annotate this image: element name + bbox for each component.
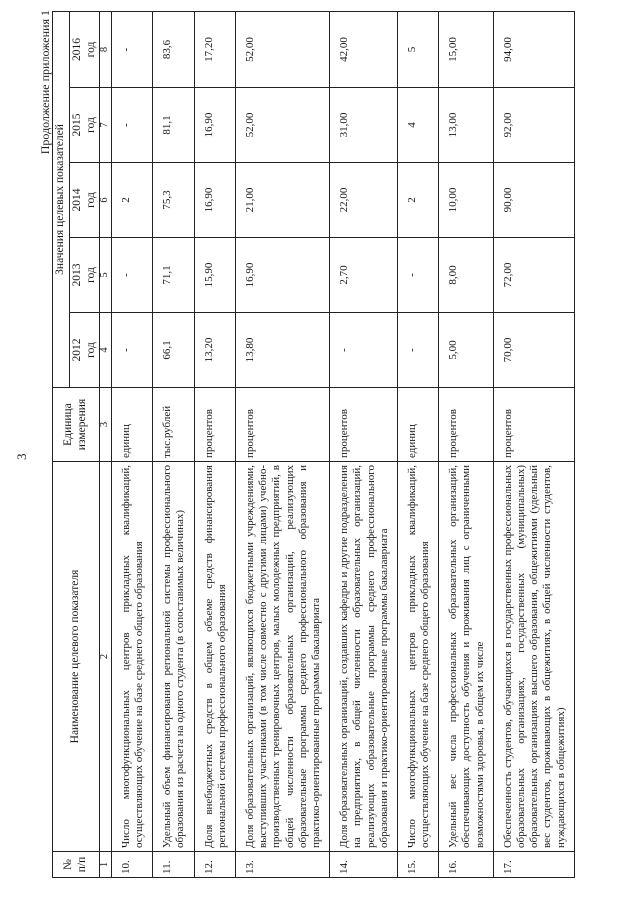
value-cell: 17,20 xyxy=(194,11,235,87)
indicator-name: Удельный вес числа профессиональных образовательных организаций, обеспечивающих доступность обучения и проживания лиц с ограниченными возможностями здоровья, в общем их числе xyxy=(439,462,494,852)
indicator-name: Доля внебюджетных средств в общем объеме средств финансирования региональной системы профессионального образования xyxy=(194,462,235,852)
value-cell: 52,00 xyxy=(236,88,330,163)
value-cell: 16,90 xyxy=(194,163,235,238)
indicator-name: Доля образовательных организаций, создавших кафедры и другие подразделения на предприятиях, в общей численности образовательных организаций, реализующих образовательные программы среднего профессионального образования и практико-ориентированные программы бакалавриата xyxy=(330,462,398,852)
value-cell: 71,1 xyxy=(153,238,194,313)
col-header-year: 2015 год xyxy=(69,88,100,163)
unit-cell: тыс.рублей xyxy=(153,388,194,462)
value-cell: 13,20 xyxy=(194,313,235,388)
value-cell: 92,00 xyxy=(493,88,574,163)
column-index-cell: 8 xyxy=(100,11,112,87)
value-cell: 75,3 xyxy=(153,163,194,238)
table-row xyxy=(493,11,574,877)
col-header-values-group: Значения целевых показателей xyxy=(53,11,70,387)
col-header-year: 2012 год xyxy=(69,313,100,388)
table-row xyxy=(236,11,330,877)
value-cell: 52,00 xyxy=(236,11,330,87)
value-cell: 21,00 xyxy=(236,163,330,238)
index-row xyxy=(100,11,112,877)
unit-cell: единиц xyxy=(397,388,438,462)
value-cell: 8,00 xyxy=(439,238,494,313)
unit-cell: процентов xyxy=(493,388,574,462)
unit-cell: процентов xyxy=(236,388,330,462)
value-cell: 5,00 xyxy=(439,313,494,388)
column-index-cell: 6 xyxy=(100,163,112,238)
value-cell: 31,00 xyxy=(330,88,398,163)
col-header-year: 2013 год xyxy=(69,238,100,313)
row-number: 17. xyxy=(493,852,574,878)
table-row xyxy=(194,11,235,877)
value-cell: - xyxy=(111,313,152,388)
unit-cell: процентов xyxy=(194,388,235,462)
indicator-name: Доля образовательных организаций, являющихся бюджетными учреждениями, выступивших участниками (в том числе совместно с другими лицами) учебно-производственных тренировочных центров, малых молодежных предприятий, в общей численности образовательных организаций, реализующих образовательные программы среднего профессионального образования и практико-ориентированные программы бакалавриата xyxy=(236,462,330,852)
value-cell: - xyxy=(111,88,152,163)
value-cell: - xyxy=(397,238,438,313)
value-cell: 16,90 xyxy=(236,238,330,313)
value-cell: 2 xyxy=(397,163,438,238)
table-body xyxy=(111,11,574,877)
value-cell: - xyxy=(111,11,152,87)
table-row xyxy=(153,11,194,877)
value-cell: 83,6 xyxy=(153,11,194,87)
value-cell: 90,00 xyxy=(493,163,574,238)
table-row xyxy=(439,11,494,877)
row-number: 16. xyxy=(439,852,494,878)
value-cell: 5 xyxy=(397,11,438,87)
column-index-cell: 2 xyxy=(100,462,112,852)
value-cell: 10,00 xyxy=(439,163,494,238)
indicator-name: Обеспеченность студентов, обучающихся в государственных профессиональных образовательных организациях, государственных (муниципальных) образовательных организациях высшего образования, общежитиями (удельный вес студентов, проживающих в общежитиях, в общей численности студентов, нуждающихся в общежитиях) xyxy=(493,462,574,852)
col-header-year: 2014 год xyxy=(69,163,100,238)
column-index-cell: 5 xyxy=(100,238,112,313)
value-cell: 72,00 xyxy=(493,238,574,313)
indicators-table xyxy=(52,11,575,878)
row-number: 13. xyxy=(236,852,330,878)
value-cell: 16,90 xyxy=(194,88,235,163)
value-cell: 2,70 xyxy=(330,238,398,313)
row-number: 10. xyxy=(111,852,152,878)
table-row xyxy=(111,11,152,877)
unit-cell: единиц xyxy=(111,388,152,462)
col-header-name: Наименование целевого показателя xyxy=(53,462,100,852)
col-header-num: № п/п xyxy=(53,852,100,878)
value-cell: 4 xyxy=(397,88,438,163)
row-number: 15. xyxy=(397,852,438,878)
value-cell: 42,00 xyxy=(330,11,398,87)
value-cell: 15,00 xyxy=(439,11,494,87)
value-cell: 13,80 xyxy=(236,313,330,388)
value-cell: 22,00 xyxy=(330,163,398,238)
value-cell: - xyxy=(111,238,152,313)
indicator-name: Число многофункциональных центров прикладных квалификаций, осуществляющих обучение на базе среднего общего образования xyxy=(111,462,152,852)
continuation-label: Продолжение приложения 1 xyxy=(38,10,52,155)
indicator-name: Число многофункциональных центров прикладных квалификаций, осуществляющих обучение на базе среднего общего образования xyxy=(397,462,438,852)
table-row xyxy=(397,11,438,877)
table-row xyxy=(330,11,398,877)
page-number: 3 xyxy=(14,453,29,460)
value-cell: 13,00 xyxy=(439,88,494,163)
value-cell: - xyxy=(397,313,438,388)
value-cell: - xyxy=(330,313,398,388)
indicator-name: Удельный объем финансирования региональной системы профессионального образования из расчета на одного студента (в сопоставимых величинах) xyxy=(153,462,194,852)
column-index-cell: 7 xyxy=(100,88,112,163)
value-cell: 81,1 xyxy=(153,88,194,163)
value-cell: 15,90 xyxy=(194,238,235,313)
value-cell: 94,00 xyxy=(493,11,574,87)
value-cell: 2 xyxy=(111,163,152,238)
unit-cell: процентов xyxy=(330,388,398,462)
col-header-year: 2016 год xyxy=(69,11,100,87)
column-index-cell: 4 xyxy=(100,313,112,388)
unit-cell: процентов xyxy=(439,388,494,462)
row-number: 14. xyxy=(330,852,398,878)
value-cell: 66,1 xyxy=(153,313,194,388)
value-cell: 70,00 xyxy=(493,313,574,388)
row-number: 11. xyxy=(153,852,194,878)
column-index-cell: 1 xyxy=(100,852,112,878)
row-number: 12. xyxy=(194,852,235,878)
col-header-unit: Единица измерения xyxy=(53,388,100,462)
column-index-cell: 3 xyxy=(100,388,112,462)
